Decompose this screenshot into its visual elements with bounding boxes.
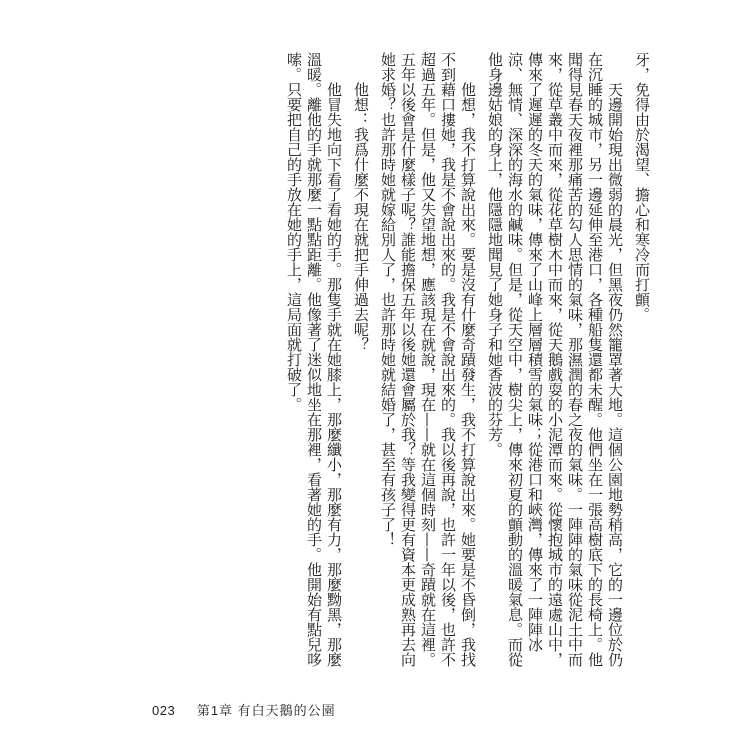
page-number: 023 xyxy=(152,703,176,718)
paragraph-5: 他冒失地向下看了看她的手。那隻手就在她膝上，那麼纖小，那麼有力，那麼黝黑，那麼溫暖。離他的手就那麼一點點距離。他像著了迷似地坐在那裡，看著她的手。他開始有點兒哆嗦。只要把自己的手放在她的手上，這局面就打破了。 xyxy=(285,52,343,667)
paragraph-4: 他想：我爲什麼不現在就把手伸過去呢？ xyxy=(352,82,370,352)
paragraph-1: 牙，免得由於渴望、擔心和寒冷而打顫。 xyxy=(633,52,651,322)
paragraph-3: 他想，我不打算說出來。要是沒有什麼奇蹟發生，我不打算說出來。她要是不昏倒，我找不到藉口摟她，我是不會說出來的。我是不會說出來的。我以後再說，也許一年以後，也許不超過五年。但是，他又失望地想，應該現在就說，現在——就在這個時刻——奇蹟就在這裡。五年以後會是什麼樣子呢？誰能擔保五年以後她還會屬於我？等我變得更有資本更成熟再去向她求婚？也許那時她就嫁給別人了，也許那時她就結婚了，甚至有孩子了！ xyxy=(379,52,477,667)
body-text xyxy=(52,52,652,672)
chapter-title: 第1章 有白天鵝的公園 xyxy=(196,703,336,718)
page-footer xyxy=(152,700,336,718)
paragraph-2: 天邊開始現出微弱的晨光，但黑夜仍然籠罩著大地。這個公園地勢稍高，它的一邊位於仍在沉睡的城市，另一邊延伸至港口，各種船隻還都未醒。他們坐在一張高樹底下的長椅上。他聞得見春天夜裡那痛苦的勾人思情的氣味，那濕潤的春之夜的氣味。一陣陣的氣味從泥土中而來，從草叢中而來，從花草樹木中而來，從天鵝戲耍的小泥潭而來。從懷抱城市的遠處山中，傳來了遲遲的冬天的氣味，傳來了山峰上層層積雪的氣味；從港口和峽灣，傳來了一陣陣冰涼、無情、深深的海水的鹹味。但是，從天空中，樹尖上，傳來初夏的顫動的溫暖氣息。而從他身邊姑娘的身上，他隱隱地聞見了她身子和她香波的芬芳。 xyxy=(486,52,624,667)
